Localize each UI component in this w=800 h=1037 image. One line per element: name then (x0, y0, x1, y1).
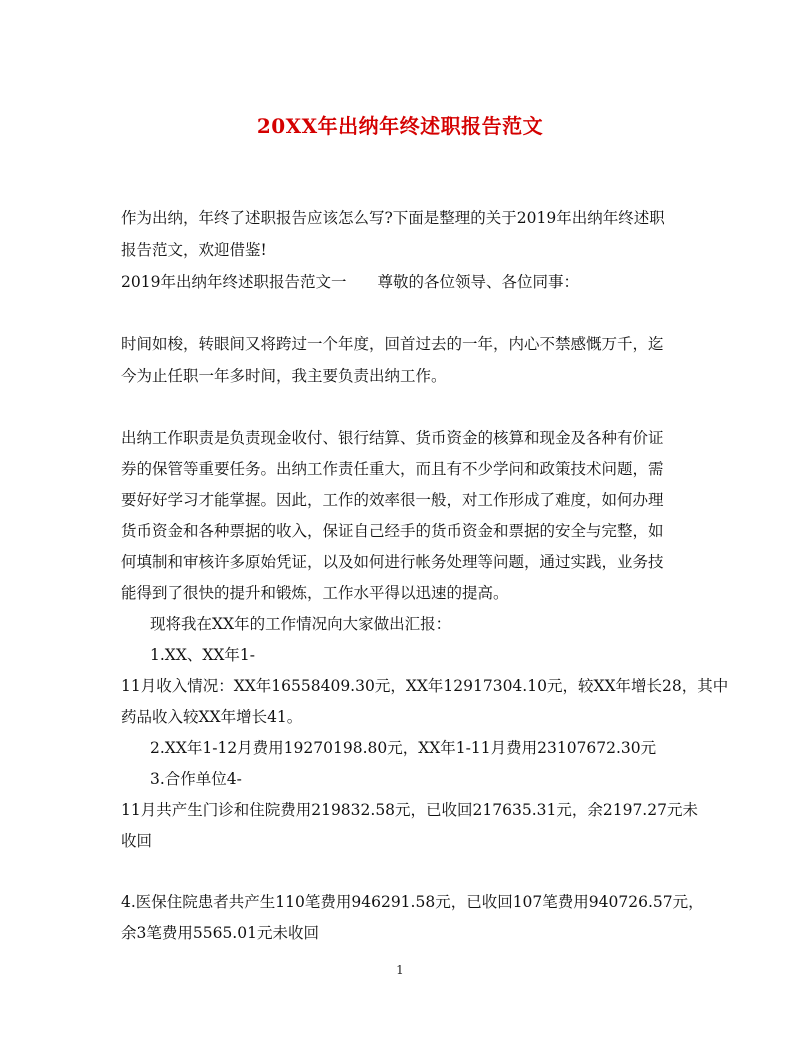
paragraph-2-line-1: 出纳工作职责是负责现金收付、银行结算、货币资金的核算和现金及各种有价证 (121, 429, 664, 447)
item-1-line-3: 药品收入较XX年增长41。 (121, 708, 303, 726)
paragraph-2-line-5: 何填制和审核许多原始凭证，以及如何进行帐务处理等问题，通过实践，业务技 (121, 553, 664, 571)
paragraph-2-line-6: 能得到了很快的提升和锻炼，工作水平得以迅速的提高。 (121, 584, 509, 602)
paragraph-1-line-1: 时间如梭，转眼间又将跨过一个年度，回首过去的一年，内心不禁感慨万千，迄 (121, 335, 664, 353)
item-3-line-3: 收回 (121, 832, 153, 850)
item-1-line-1: 1.XX、XX年1- (150, 646, 256, 664)
paragraph-1-line-2: 今为止任职一年多时间，我主要负责出纳工作。 (121, 367, 447, 385)
paragraph-2-line-3: 要好好学习才能掌握。因此，工作的效率很一般，对工作形成了难度，如何办理 (121, 491, 664, 509)
item-3-line-1: 3.合作单位4- (150, 770, 242, 788)
paragraph-2-line-2: 券的保管等重要任务。出纳工作责任重大，而且有不少学问和政策技术问题，需 (121, 460, 664, 478)
item-4-line-1: 4.医保住院患者共产生110笔费用946291.58元，已收回107笔费用940726.57元， (121, 893, 704, 911)
section-heading-line: 2019年出纳年终述职报告范文一 尊敬的各位领导、各位同事： (121, 273, 579, 291)
item-3-line-2: 11月共产生门诊和住院费用219832.58元，已收回217635.31元，余2197.27元未 (121, 801, 698, 819)
item-4-line-2: 余3笔费用5565.01元未收回 (121, 924, 319, 942)
item-2-line: 2.XX年1-12月费用19270198.80元，XX年1-11月费用23107672.30元 (150, 739, 657, 757)
intro-line-1: 作为出纳，年终了述职报告应该怎么写?下面是整理的关于2019年出纳年终述职 (121, 209, 665, 227)
report-intro-line: 现将我在XX年的工作情况向大家做出汇报： (150, 615, 452, 633)
intro-line-2: 报告范文，欢迎借鉴! (121, 241, 267, 259)
page-number: 1 (396, 963, 404, 977)
document-title: 20XX年出纳年终述职报告范文 (256, 114, 544, 138)
paragraph-2-line-4: 货币资金和各种票据的收入，保证自己经手的货币资金和票据的安全与完整，如 (121, 522, 664, 540)
item-1-line-2: 11月收入情况：XX年16558409.30元，XX年12917304.10元，较XX年增长28，其中 (121, 677, 729, 695)
